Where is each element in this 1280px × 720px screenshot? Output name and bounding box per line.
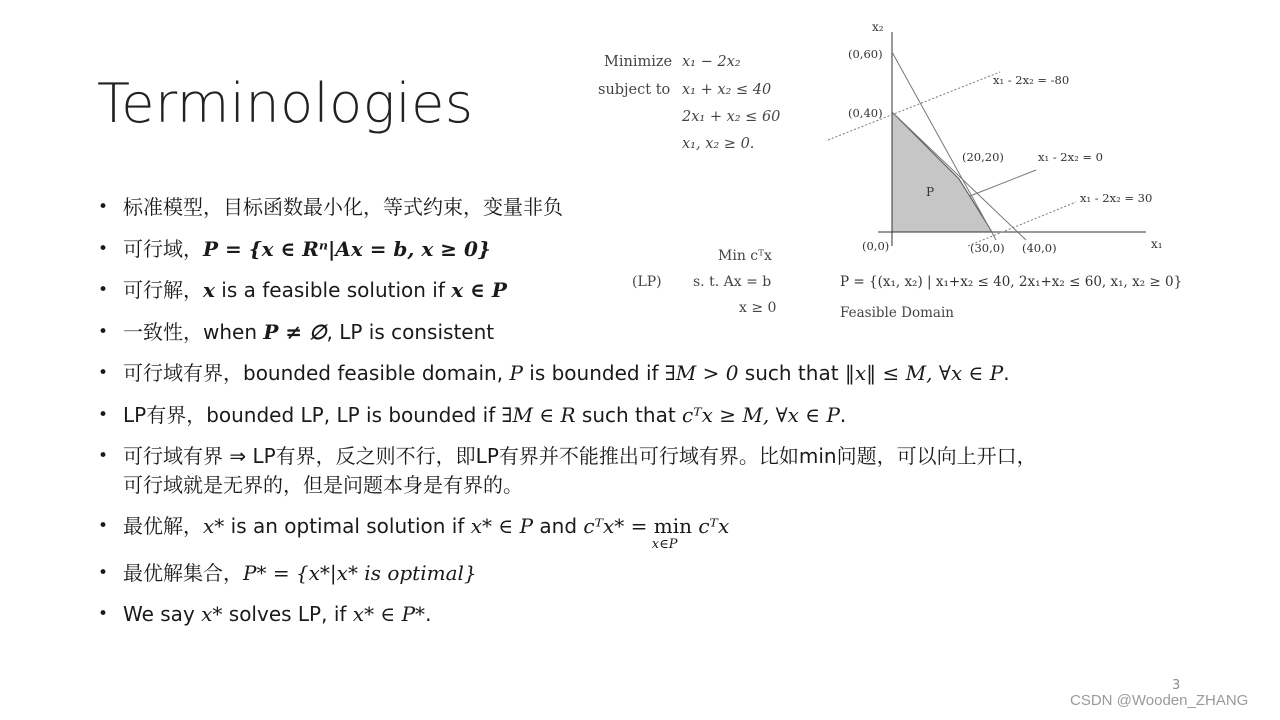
- feasible-solution-label: 可行解，: [123, 278, 203, 302]
- boundedness-note-line2: 可行域就是无界的，但是问题本身是有界的。: [123, 472, 523, 497]
- feasible-domain-label: 可行域，: [123, 236, 203, 261]
- bounded-lp-end: .: [839, 402, 847, 427]
- optimal-solution-x: x*: [203, 514, 225, 538]
- consistency-formula: P ≠ ∅: [263, 319, 327, 344]
- list-item: [98, 559, 1218, 588]
- page-number: 3: [1172, 678, 1181, 693]
- list-item: [98, 318, 1218, 347]
- lp-constraint: s. t. Ax = b: [693, 274, 772, 290]
- objective-label-30: x₁ - 2x₂ = 30: [1080, 191, 1153, 205]
- watermark: CSDN @Wooden_ZHANG: [1070, 692, 1249, 709]
- objective-label-zero: x₁ - 2x₂ = 0: [1038, 150, 1103, 164]
- objective-expression: x₁ − 2x₂: [682, 54, 741, 70]
- optimal-solution-text2: and: [533, 514, 584, 538]
- lp-min: Min cᵀx: [718, 248, 772, 264]
- optimal-solution-label: 最优解，: [123, 514, 203, 538]
- bounded-lp-math1: ∃M ∈ R: [501, 402, 576, 427]
- solves-lp-math1: x*: [201, 602, 223, 626]
- bullet-marker: •: [98, 604, 109, 624]
- bounded-domain-label: 可行域有界，bounded feasible domain,: [123, 361, 510, 385]
- region-label: P: [926, 185, 935, 199]
- objective-label-minus-80: x₁ - 2x₂ = -80: [993, 73, 1070, 87]
- feasible-solution-text: is a feasible solution if: [214, 278, 452, 302]
- bounded-lp-math2: cᵀx ≥ M, ∀x ∈ P: [682, 402, 840, 427]
- bullet-marker: •: [98, 321, 109, 342]
- bounded-domain-text2: such that: [738, 361, 845, 385]
- list-item: [98, 193, 1218, 222]
- minimize-label: Minimize: [604, 54, 673, 70]
- optimal-solution-rhs: cᵀx: [691, 514, 730, 538]
- point-label-40-0: (40,0): [1022, 241, 1057, 255]
- solves-lp-end: .: [425, 602, 432, 626]
- bullet-marker: •: [98, 404, 109, 425]
- bullet-marker: •: [98, 363, 109, 383]
- list-item: [98, 401, 1218, 430]
- optimal-set-formula: P* = {x*|x* is optimal}: [243, 560, 477, 585]
- bounded-lp-label: LP有界，bounded LP, LP is bounded if: [123, 402, 502, 427]
- optimal-solution-lhs: cᵀx* =: [583, 514, 654, 538]
- bullet-marker: •: [98, 238, 109, 259]
- point-label-0-40: (0,40): [848, 106, 883, 120]
- solves-lp-text1: We say: [123, 602, 202, 626]
- lp-name: (LP): [632, 274, 662, 290]
- point-label-0-0: (0,0): [862, 239, 890, 253]
- optimal-set-label: 最优解集合，: [123, 560, 243, 585]
- constraint-2: 2x₁ + x₂ ≤ 60: [682, 109, 781, 125]
- solves-lp-text2: solves LP, if: [222, 602, 353, 626]
- optimal-solution-in-p: x* ∈ P: [470, 514, 534, 538]
- bullet-marker: •: [98, 562, 109, 583]
- feasible-solution-formula: x ∈ P: [451, 278, 507, 302]
- y-axis-label: x₂: [872, 20, 884, 34]
- bounded-domain-math1: ∃M > 0: [664, 361, 739, 385]
- consistency-label: 一致性，when: [123, 319, 264, 344]
- x-axis-label: x₁: [1151, 237, 1163, 251]
- standard-model-text: 标准模型，目标函数最小化，等式约束，变量非负: [123, 195, 563, 219]
- list-item: [98, 512, 1218, 552]
- bullet-marker: •: [98, 446, 109, 466]
- bounded-domain-text1: is bounded if: [522, 361, 665, 385]
- list-item: [98, 276, 1218, 305]
- constraint-3: x₁, x₂ ≥ 0.: [682, 136, 755, 152]
- solves-lp-math2: x* ∈ P*: [352, 602, 426, 626]
- point-label-20-20: (20,20): [962, 150, 1004, 164]
- feasible-set-definition: P = {(x₁, x₂) | x₁+x₂ ≤ 40, 2x₁+x₂ ≤ 60, x₁, x₂ ≥ 0}: [840, 274, 1183, 290]
- list-item: [98, 359, 1218, 388]
- bounded-lp-text: such that: [575, 402, 683, 427]
- lp-problem-statement: [580, 52, 800, 162]
- optimal-solution-text1: is an optimal solution if: [224, 514, 471, 538]
- subject-to-label: subject to: [598, 82, 671, 98]
- bullet-marker: •: [98, 280, 109, 300]
- boundedness-note-line1: 可行域有界 ⇒ LP有界，反之则不行，即LP有界并不能推出可行域有界。比如min问题，可以向上开口，: [123, 444, 1037, 468]
- point-label-30-0: (30,0): [970, 241, 1005, 255]
- slide-title: Terminologies: [97, 72, 474, 135]
- list-item: [98, 235, 1218, 264]
- constraint-1: x₁ + x₂ ≤ 40: [682, 82, 772, 98]
- bounded-domain-end: .: [1003, 361, 1010, 385]
- list-item: [98, 442, 1218, 499]
- consistency-text: , LP is consistent: [326, 319, 495, 344]
- feasible-solution-x: x: [203, 278, 215, 302]
- bullet-marker: •: [98, 197, 109, 217]
- feasible-domain-formula: P = {x ∈ Rⁿ|Ax = b, x ≥ 0}: [203, 236, 491, 261]
- bounded-domain-p: P: [509, 361, 523, 385]
- bounded-domain-math2: ‖x‖ ≤ M, ∀x ∈ P: [844, 361, 1004, 385]
- bullet-marker: •: [98, 516, 109, 536]
- lp-nonneg: x ≥ 0: [739, 300, 777, 316]
- feasible-domain-caption: Feasible Domain: [840, 305, 954, 321]
- terminology-list: [98, 193, 1218, 642]
- list-item: [98, 600, 1218, 629]
- optimal-solution-min-subscript: x∈P: [651, 537, 678, 552]
- optimal-solution-min: min: [653, 514, 692, 538]
- point-label-0-60: (0,60): [848, 47, 883, 61]
